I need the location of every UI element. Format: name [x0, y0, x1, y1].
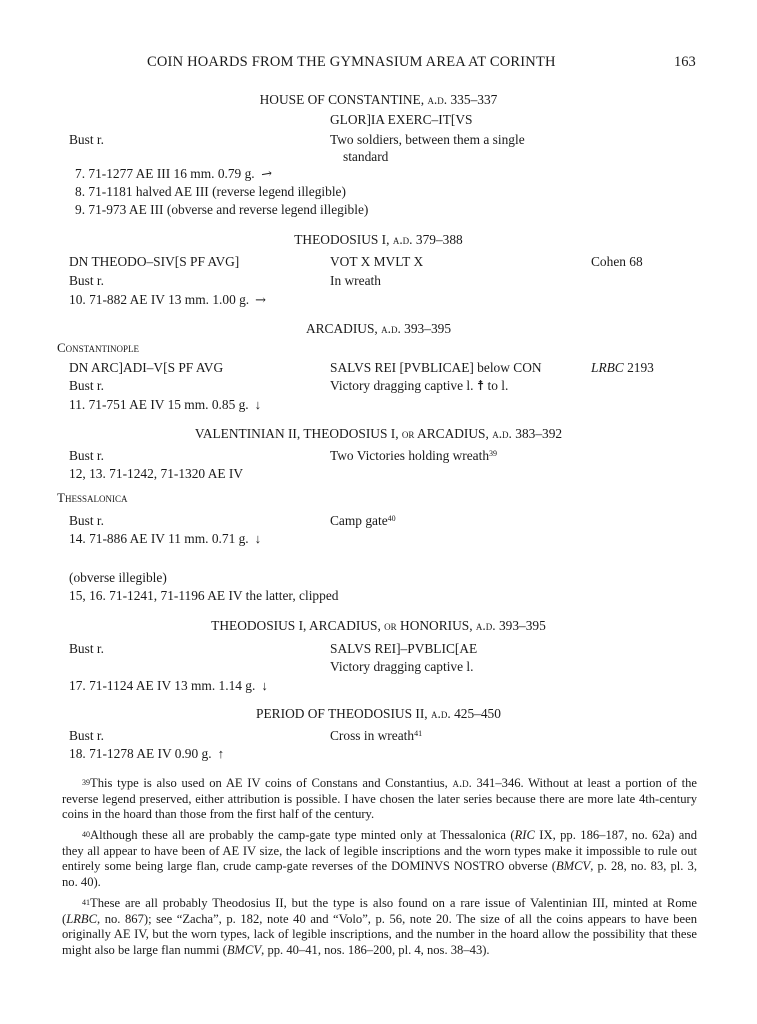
obverse-description: Bust r. [69, 728, 104, 743]
catalogue-entry: 17. 71-1124 AE IV 13 mm. 1.14 g. ↓ [69, 678, 268, 693]
section-title-theodosius-arcadius-honorius: THEODOSIUS I, ARCADIUS, or HONORIUS, a.d. 393–395 [211, 618, 546, 633]
catalogue-entry: 12, 13. 71-1242, 71-1320 AE IV [69, 466, 244, 481]
reverse-description-cont: standard [343, 149, 389, 164]
footnote-ref: 41 [414, 729, 423, 738]
reverse-description: Cross in wreath$^{41}$ [330, 728, 423, 743]
page-number: 163 [674, 54, 696, 70]
catalogue-entry: 9. 71-973 AE III (obverse and reverse legend illegible) [75, 202, 369, 217]
obverse-description: Bust r. [69, 448, 104, 463]
die-axis-arrow-icon: ↗ [257, 164, 276, 183]
section-title-valentinian-ii: VALENTINIAN II, THEODOSIUS I, or ARCADIUS, a.d. 383–392 [194, 426, 563, 441]
catalogue-entry: 18. 71-1278 AE IV 0.90 g. ↑ [69, 746, 225, 761]
mint-heading: Constantinople [57, 340, 139, 355]
reverse-legend: VOT X MVLT X [330, 254, 424, 269]
footnote-ref: 39 [489, 449, 498, 458]
reverse-description: Camp gate$^{40}$ [330, 513, 396, 528]
reverse-description: Victory dragging captive l. [330, 659, 474, 674]
cross-icon: ☨ [476, 378, 485, 393]
obverse-legend: DN THEODO–SIV[S PF AVG] [69, 254, 240, 269]
catalogue-entry: 14. 71-886 AE IV 11 mm. 0.71 g. ↓ [69, 531, 262, 546]
obverse-description: Bust r. [69, 132, 104, 147]
running-title: COIN HOARDS FROM THE GYMNASIUM AREA AT CORINTH [147, 54, 556, 70]
footnote-40: $^{40}$Although these all are probably the camp-gate type minted only at Thessalonica (RIC IX, pp. 186–187, no. 62a) and they all appear to have been of AE IV size, the lack of legible inscriptions and the worn types make it impossible to rule out entirely some being large flan, crude camp-gate reverses of the DOMINVS NOSTRO obverse (BMCV, p. 28, no. 83, pl. 3, no. 40). [62, 828, 697, 889]
footnote-ref: 40 [387, 514, 396, 523]
obverse-description: (obverse illegible) [69, 570, 167, 585]
catalogue-entry: 8. 71-1181 halved AE III (reverse legend illegible) [75, 184, 346, 199]
die-axis-arrow-icon: ↗ [251, 290, 271, 309]
reverse-description: Two soldiers, between them a single [330, 132, 525, 147]
die-axis-arrow-icon: ↓ [261, 678, 268, 693]
obverse-description: Bust r. [69, 378, 104, 393]
catalogue-entry: 15, 16. 71-1241, 71-1196 AE IV the latter, clipped [69, 588, 339, 603]
die-axis-arrow-icon: ↑ [217, 746, 225, 761]
reverse-description: In wreath [330, 273, 381, 288]
catalogue-entry: 11. 71-751 AE IV 15 mm. 0.85 g. ↓ [69, 397, 262, 412]
mint-heading: Thessalonica [57, 490, 128, 505]
section-title-house-of-constantine: HOUSE OF CONSTANTINE, a.d. 335–337 [259, 92, 498, 107]
footnote-41: $^{41}$These are all probably Theodosius II, but the type is also found on a rare issue of Valentinian III, minted at Rome (LRBC, no. 867); see “Zacha”, p. 182, note 40 and “Volo”, p. 56, note 20. The size of all the coins appears to have been originally AE IV, but the worn types, lack of legible inscriptions, and the number in the hoard allow the possibility that these might also be large flan nummi (BMCV, pp. 40–41, nos. 186–200, pl. 4, nos. 38–43). [62, 896, 697, 957]
obverse-description: Bust r. [69, 513, 104, 528]
catalogue-reference: LRBC 2193 [591, 360, 654, 375]
reverse-legend: SALVS REI [PVBLICAE] below CON [330, 360, 542, 375]
die-axis-arrow-icon: ↓ [254, 397, 262, 412]
obverse-legend: DN ARC]ADI–V[S PF AVG [69, 360, 224, 375]
obverse-description: Bust r. [69, 273, 104, 288]
footnote-39: $^{39}$This type is also used on AE IV coins of Constans and Constantius, a.d. 341–346. Without at least a portion of the reverse legend preserved, either attribution is possible. I have chosen the later series because there are more late 4th-century coins in the hoard than those from the first half of the century. [62, 776, 697, 822]
reverse-description: Two Victories holding wreath$^{39}$ [330, 448, 498, 463]
catalogue-reference: Cohen 68 [591, 254, 643, 269]
reverse-legend: SALVS REI]–PVBLIC[AE [330, 641, 478, 656]
section-title-theodosius-i: THEODOSIUS I, a.d. 379–388 [294, 232, 463, 247]
die-axis-arrow-icon: ↓ [254, 531, 262, 546]
section-title-arcadius: ARCADIUS, a.d. 393–395 [305, 321, 452, 336]
catalogue-entry: 10. 71-882 AE IV 13 mm. 1.00 g. ↗ [69, 290, 271, 309]
catalogue-entry: 7. 71-1277 AE III 16 mm. 0.79 g. ↗ [75, 164, 276, 183]
section-title-period-of-theodosius-ii: PERIOD OF THEODOSIUS II, a.d. 425–450 [256, 706, 501, 721]
obverse-description: Bust r. [69, 641, 104, 656]
reverse-description: Victory dragging captive l. ☨ to l. [330, 378, 509, 393]
reverse-legend: GLOR]IA EXERC–IT[VS [330, 112, 473, 127]
